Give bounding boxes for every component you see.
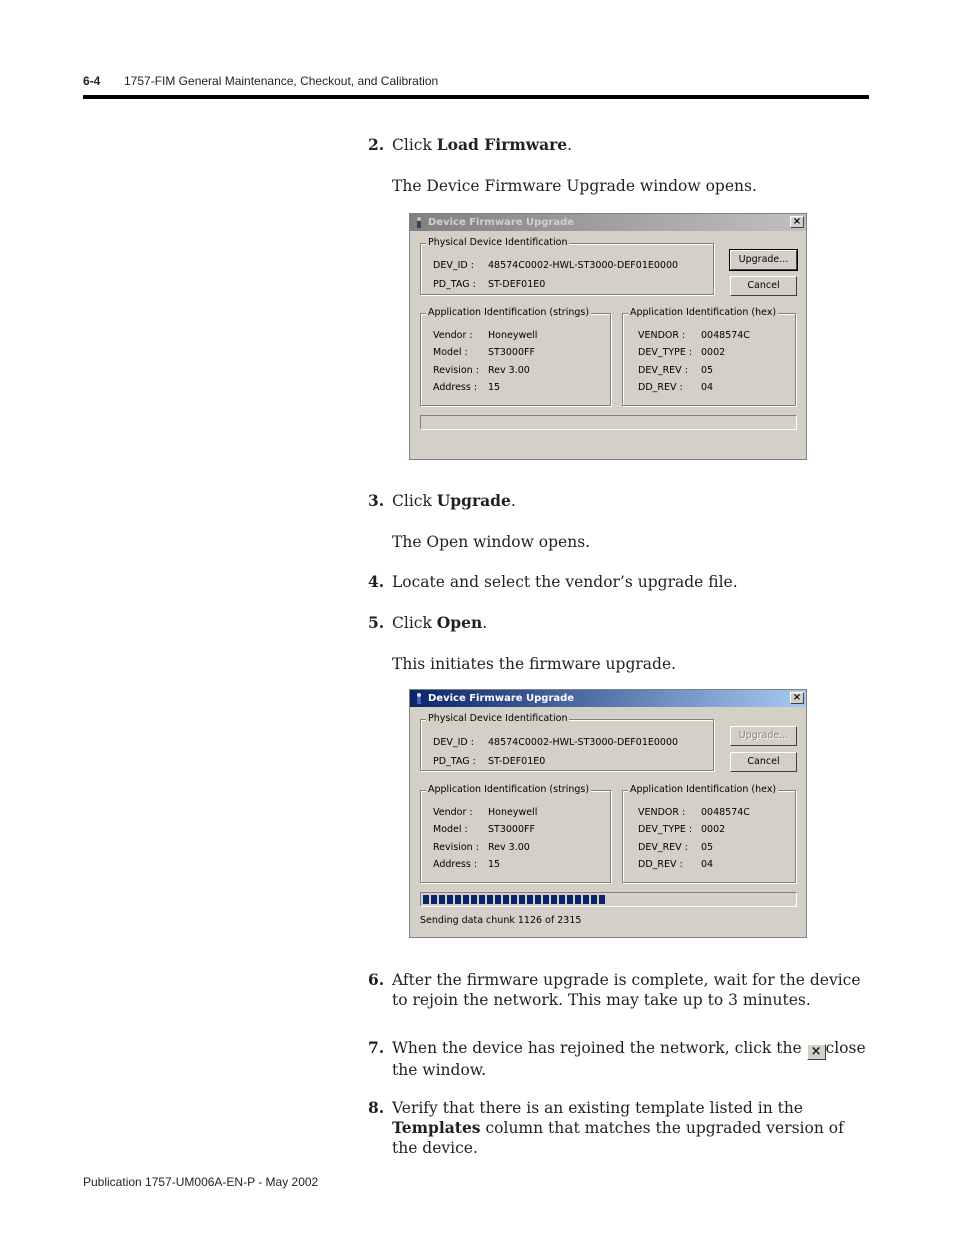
group-legend: Application Identification (hex) (630, 784, 777, 795)
progress-block (519, 895, 525, 904)
label: DD_REV : (638, 382, 683, 393)
group-legend: Physical Device Identification (428, 237, 568, 248)
value: 15 (488, 859, 501, 870)
page-number: 6-4 (83, 74, 101, 88)
step-3 (368, 491, 867, 511)
step-7 (368, 1038, 867, 1080)
value: 48574C0002-HWL-ST3000-DEF01E0000 (488, 260, 679, 271)
progress-block (455, 895, 461, 904)
label: DEV_REV : (638, 842, 688, 853)
label: VENDOR : (638, 807, 686, 818)
progress-block (431, 895, 437, 904)
step-text: Click (392, 614, 437, 632)
step-2 (368, 135, 867, 155)
value: ST3000FF (488, 347, 535, 358)
label: PD_TAG : (433, 756, 476, 767)
label: DD_REV : (638, 859, 683, 870)
step-number: 4. (368, 572, 385, 591)
step-number: 2. (368, 135, 385, 154)
para-initiates: This initiates the firmware upgrade. (392, 655, 677, 673)
dialog-title-bar (410, 214, 806, 231)
label: DEV_TYPE : (638, 347, 693, 358)
label: Revision : (433, 365, 479, 376)
app-icon (414, 216, 424, 229)
dialog-title-bar (410, 690, 806, 707)
label: Model : (433, 824, 468, 835)
progress-block (543, 895, 549, 904)
progress-block (495, 895, 501, 904)
step-number: 6. (368, 970, 385, 989)
close-icon[interactable]: × (790, 692, 804, 704)
progress-bar (420, 415, 797, 430)
value: 04 (701, 859, 714, 870)
label: Model : (433, 347, 468, 358)
step-number: 8. (368, 1098, 385, 1117)
group-app-strings (420, 307, 611, 406)
group-app-strings (420, 784, 611, 883)
value: 0002 (701, 347, 726, 358)
value: 05 (701, 842, 714, 853)
para-open-window: The Open window opens. (392, 533, 591, 551)
label: Address : (433, 859, 478, 870)
progress-fill (423, 895, 605, 904)
value: ST3000FF (488, 824, 535, 835)
progress-block (591, 895, 597, 904)
value: 15 (488, 382, 501, 393)
label: Address : (433, 382, 478, 393)
label: Revision : (433, 842, 479, 853)
progress-block (575, 895, 581, 904)
step-text: Click (392, 136, 437, 154)
progress-block (527, 895, 533, 904)
step-text: . (482, 614, 488, 632)
label: DEV_ID : (433, 260, 474, 271)
step-number: 3. (368, 491, 385, 510)
dialog-firmware-upgrade-1 (409, 213, 807, 460)
footer: Publication 1757-UM006A-EN-P - May 2002 (83, 1175, 319, 1189)
dialog-firmware-upgrade-2 (409, 689, 807, 938)
step-text: When the device has rejoined the network, click the (392, 1039, 807, 1057)
status-text: Sending data chunk 1126 of 2315 (420, 915, 582, 926)
step-number: 5. (368, 613, 385, 632)
value: 05 (701, 365, 714, 376)
step-text: column that matches the upgraded version of the device. (392, 1119, 844, 1157)
step-8 (368, 1098, 867, 1158)
app-icon (414, 692, 424, 705)
progress-block (535, 895, 541, 904)
step-bold: Upgrade (436, 491, 511, 510)
value: Rev 3.00 (488, 365, 530, 376)
step-text: After the firmware upgrade is complete, wait for the device to rejoin the network. This may take up to 3 minutes. (392, 971, 861, 1009)
progress-block (567, 895, 573, 904)
step-number: 7. (368, 1038, 385, 1057)
value: ST-DEF01E0 (488, 279, 546, 290)
progress-block (599, 895, 605, 904)
step-bold: Load Firmware (436, 135, 568, 154)
upgrade-button[interactable]: Upgrade... (730, 250, 797, 270)
progress-block (471, 895, 477, 904)
group-app-hex (622, 784, 796, 883)
label: DEV_REV : (638, 365, 688, 376)
para-window-opens: The Device Firmware Upgrade window opens. (392, 177, 757, 195)
progress-block (447, 895, 453, 904)
cancel-button[interactable]: Cancel (730, 752, 797, 772)
label: PD_TAG : (433, 279, 476, 290)
group-legend: Application Identification (strings) (428, 307, 590, 318)
label: DEV_TYPE : (638, 824, 693, 835)
progress-block (439, 895, 445, 904)
step-bold: Templates (392, 1118, 481, 1137)
group-legend: Application Identification (strings) (428, 784, 590, 795)
close-icon: × (807, 1044, 826, 1060)
step-text: Locate and select the vendor’s upgrade file. (392, 573, 738, 591)
progress-block (487, 895, 493, 904)
value: ST-DEF01E0 (488, 756, 546, 767)
step-4 (368, 572, 867, 592)
progress-block (511, 895, 517, 904)
value: 0002 (701, 824, 726, 835)
value: 48574C0002-HWL-ST3000-DEF01E0000 (488, 737, 679, 748)
label: VENDOR : (638, 330, 686, 341)
dialog-title: Device Firmware Upgrade (428, 693, 575, 704)
label: Vendor : (433, 330, 473, 341)
group-legend: Physical Device Identification (428, 713, 568, 724)
header-rule (83, 95, 869, 99)
step-text: . (510, 492, 516, 510)
label: DEV_ID : (433, 737, 474, 748)
value: Honeywell (488, 330, 538, 341)
step-text: Click (392, 492, 437, 510)
running-header (83, 74, 439, 88)
value: 0048574C (701, 807, 750, 818)
value: 04 (701, 382, 714, 393)
step-text: close the window. (392, 1039, 866, 1079)
progress-block (463, 895, 469, 904)
group-app-hex (622, 307, 796, 406)
close-icon[interactable]: × (790, 216, 804, 228)
progress-block (551, 895, 557, 904)
dialog-title: Device Firmware Upgrade (428, 217, 575, 228)
progress-block (583, 895, 589, 904)
step-5 (368, 613, 867, 633)
header-title: 1757-FIM General Maintenance, Checkout, and Calibration (124, 74, 439, 88)
value: Rev 3.00 (488, 842, 530, 853)
group-legend: Application Identification (hex) (630, 307, 777, 318)
cancel-button[interactable]: Cancel (730, 276, 797, 296)
step-6 (368, 970, 867, 1010)
progress-block (559, 895, 565, 904)
progress-block (479, 895, 485, 904)
label: Vendor : (433, 807, 473, 818)
upgrade-button[interactable]: Upgrade... (730, 726, 797, 746)
progress-bar (420, 892, 797, 907)
step-text: Verify that there is an existing template listed in the (392, 1099, 803, 1117)
step-text: . (567, 136, 573, 154)
progress-block (423, 895, 429, 904)
progress-block (503, 895, 509, 904)
value: Honeywell (488, 807, 538, 818)
group-physical-device (420, 713, 714, 771)
group-physical-device (420, 237, 714, 295)
step-bold: Open (436, 613, 483, 632)
value: 0048574C (701, 330, 750, 341)
